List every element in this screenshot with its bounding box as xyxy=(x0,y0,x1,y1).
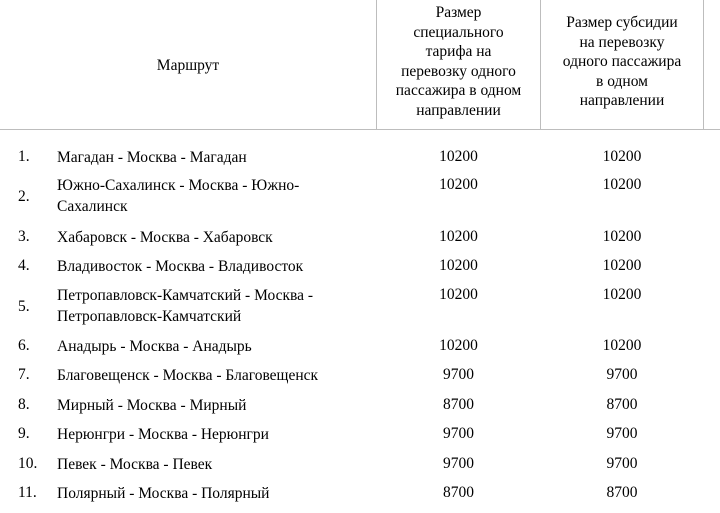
table-row xyxy=(0,257,720,288)
row-tariff: 10200 xyxy=(439,286,478,303)
header-tariff-line: пассажира в одном xyxy=(395,82,522,100)
header-subsidy-line: направлении xyxy=(579,92,665,110)
row-route xyxy=(57,484,367,505)
row-tariff: 10200 xyxy=(439,148,478,165)
row-number: 5. xyxy=(18,298,30,315)
header-route: Маршрут xyxy=(156,57,220,74)
header-tariff-line: специального xyxy=(413,23,504,41)
row-tariff: 9700 xyxy=(443,366,474,383)
table-row xyxy=(0,288,720,337)
row-route xyxy=(57,286,367,327)
row-number: 2. xyxy=(18,188,30,205)
route-line: Нерюнгри - Москва - Нерюнгри xyxy=(57,426,269,443)
row-tariff: 9700 xyxy=(443,455,474,472)
route-line: Благовещенск - Москва - Благовещенск xyxy=(57,367,319,384)
row-subsidy: 10200 xyxy=(602,337,642,354)
route-line: Анадырь - Москва - Анадырь xyxy=(57,338,252,355)
row-subsidy: 9700 xyxy=(606,455,638,472)
row-route xyxy=(57,176,367,217)
row-subsidy: 10200 xyxy=(602,257,642,274)
row-subsidy: 9700 xyxy=(606,366,638,383)
header-tariff xyxy=(377,3,540,121)
header-subsidy xyxy=(541,13,703,111)
table-header xyxy=(0,0,720,130)
route-line: Южно-Сахалинск - Москва - Южно- xyxy=(57,177,300,194)
route-line: Певек - Москва - Певек xyxy=(57,456,213,473)
row-number: 1. xyxy=(18,148,30,165)
row-subsidy: 10200 xyxy=(602,148,642,165)
table-row xyxy=(0,455,720,484)
header-tariff-line: перевозку одного xyxy=(401,62,516,80)
row-number: 7. xyxy=(18,366,30,383)
row-tariff: 10200 xyxy=(439,257,478,274)
row-number: 4. xyxy=(18,257,30,274)
header-subsidy-line: в одном xyxy=(596,72,648,90)
table-row xyxy=(0,148,720,177)
table-row xyxy=(0,484,720,513)
header-tariff-line: Размер xyxy=(435,4,482,21)
header-tariff-line: тарифа на xyxy=(425,43,492,61)
route-line: Хабаровск - Москва - Хабаровск xyxy=(57,229,273,246)
row-route xyxy=(57,425,367,446)
row-subsidy: 10200 xyxy=(602,228,642,245)
row-number: 8. xyxy=(18,396,30,413)
header-tariff-line: направлении xyxy=(416,101,501,119)
row-route xyxy=(57,228,367,249)
table-row xyxy=(0,337,720,366)
row-route xyxy=(57,366,367,387)
header-subsidy-line: одного пассажира xyxy=(562,53,682,71)
row-number: 6. xyxy=(18,337,30,354)
table-body xyxy=(0,148,720,513)
row-number: 9. xyxy=(18,425,30,442)
row-subsidy: 9700 xyxy=(606,425,638,442)
row-tariff: 10200 xyxy=(439,337,478,354)
row-route xyxy=(57,148,367,169)
row-subsidy: 10200 xyxy=(602,286,642,303)
row-number: 11. xyxy=(18,484,37,501)
header-subsidy-line: Размер субсидии xyxy=(566,14,678,31)
table-row xyxy=(0,366,720,396)
route-line: Петропавловск-Камчатский xyxy=(57,307,242,325)
route-line: Магадан - Москва - Магадан xyxy=(57,149,247,166)
row-route xyxy=(57,396,367,417)
row-tariff: 9700 xyxy=(443,425,474,442)
column-divider xyxy=(703,0,704,129)
table-row xyxy=(0,396,720,425)
row-subsidy: 10200 xyxy=(602,176,642,193)
table-row xyxy=(0,228,720,257)
route-line: Полярный - Москва - Полярный xyxy=(57,485,270,502)
row-number: 10. xyxy=(18,455,38,472)
route-line: Мирный - Москва - Мирный xyxy=(57,397,247,414)
row-tariff: 10200 xyxy=(439,228,478,245)
row-subsidy: 8700 xyxy=(606,484,638,501)
row-number: 3. xyxy=(18,228,30,245)
route-line: Сахалинск xyxy=(57,197,128,215)
header-subsidy-line: на перевозку xyxy=(579,33,665,51)
route-line: Владивосток - Москва - Владивосток xyxy=(57,258,304,275)
row-route xyxy=(57,455,367,476)
row-route xyxy=(57,257,367,278)
table-row xyxy=(0,425,720,455)
row-subsidy: 8700 xyxy=(606,396,638,413)
row-route xyxy=(57,337,367,358)
row-tariff: 8700 xyxy=(443,396,474,413)
route-line: Петропавловск-Камчатский - Москва - xyxy=(57,287,314,304)
row-tariff: 10200 xyxy=(439,176,478,193)
row-tariff: 8700 xyxy=(443,484,474,501)
table-row xyxy=(0,177,720,228)
